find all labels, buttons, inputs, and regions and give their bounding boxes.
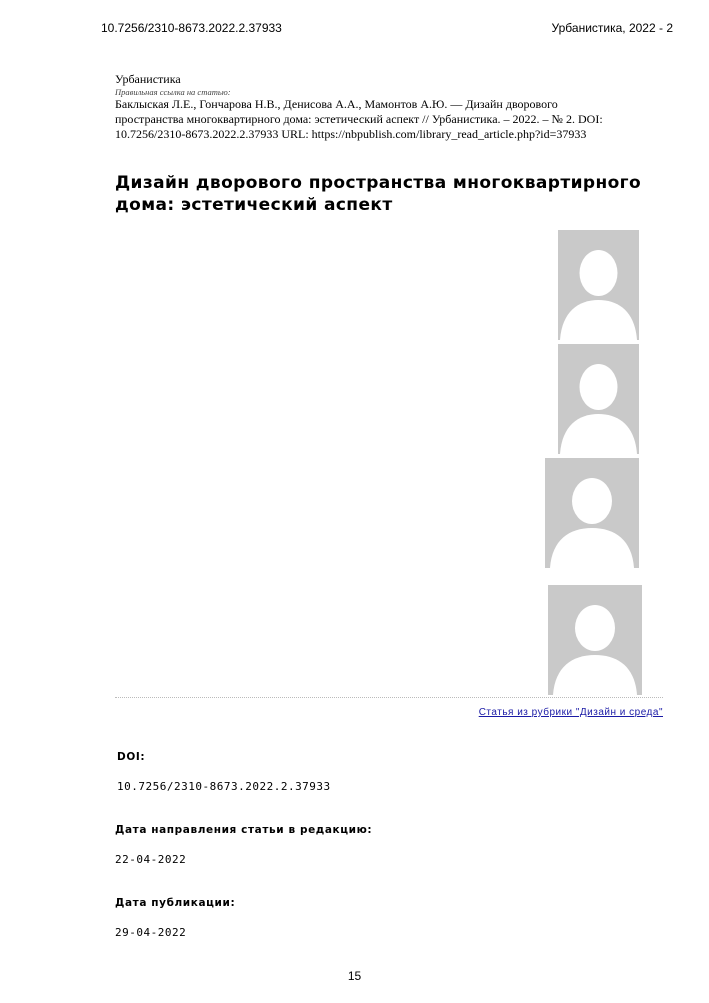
citation-journal: Урбанистика <box>115 72 181 86</box>
doi-label: DOI: <box>117 751 146 763</box>
person-silhouette-icon <box>548 585 642 695</box>
published-value: 29-04-2022 <box>115 926 187 939</box>
avatar <box>545 458 639 568</box>
person-silhouette-icon <box>558 344 639 454</box>
published-label: Дата публикации: <box>115 897 236 909</box>
citation-text: Баклыская Л.Е., Гончарова Н.В., Денисова А.А., Мамонтов А.Ю. — Дизайн дворового пространства многоквартирного дома: эстетический аспект // Урбанистика. – 2022. – № 2. DOI: 10.7256/2310-8673.2022.2.37933 URL: https://nbpublish.com/library_read_article.php?id=37933 <box>115 97 603 141</box>
person-silhouette-icon <box>558 230 639 340</box>
header-doi: 10.7256/2310-8673.2022.2.37933 <box>101 21 282 35</box>
header-journal-issue: Урбанистика, 2022 - 2 <box>551 21 673 35</box>
avatar <box>558 230 639 340</box>
article-title: Дизайн дворового пространства многоквартирного дома: эстетический аспект <box>115 173 642 215</box>
avatar <box>558 344 639 454</box>
avatar <box>548 585 642 695</box>
person-silhouette-icon <box>545 458 639 568</box>
rubric-link[interactable]: Статья из рубрики "Дизайн и среда" <box>478 707 663 718</box>
page-number: 15 <box>347 969 362 983</box>
submitted-label: Дата направления статьи в редакцию: <box>115 824 373 836</box>
submitted-value: 22-04-2022 <box>115 853 187 866</box>
divider <box>115 697 663 698</box>
doi-value: 10.7256/2310-8673.2022.2.37933 <box>117 780 331 793</box>
citation-label: Правильная ссылка на статью: <box>115 87 231 97</box>
